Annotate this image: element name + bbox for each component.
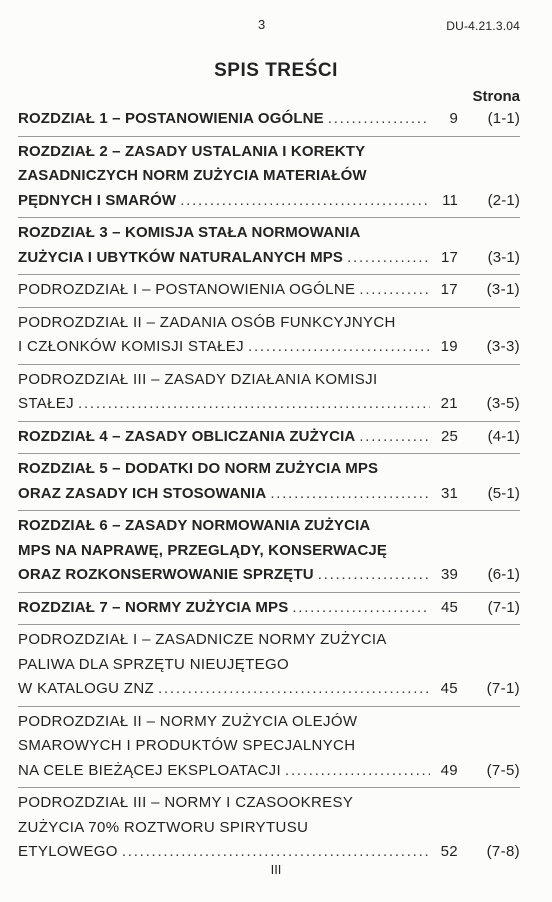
toc-entry-line <box>18 710 520 735</box>
toc-entry-line <box>18 392 520 417</box>
footer-page-label: III <box>270 862 282 877</box>
toc-entry-text: I CZŁONKÓW KOMISJI STAŁEJ <box>18 338 245 355</box>
dot-leader <box>118 840 430 865</box>
toc-entry-ref: (7-1) <box>487 598 520 616</box>
toc-entry-text: PODROZDZIAŁ I – POSTANOWIENIA OGÓLNE <box>18 281 356 298</box>
toc-entry-line <box>18 140 520 165</box>
page-column-header: Strona <box>472 88 520 105</box>
toc-entry-text: NA CELE BIEŻĄCEJ EKSPLOATACJI <box>18 761 282 779</box>
toc-entry-page: 52 <box>440 843 458 860</box>
dot-leader <box>314 563 430 588</box>
toc-entry-text: ROZDZIAŁ 7 – NORMY ZUŻYCIA MPS <box>18 598 289 616</box>
toc-entry-text: ROZDZIAŁ 6 – ZASADY NORMOWANIA ZUŻYCIA <box>18 517 371 534</box>
toc-entry-text: ROZDZIAŁ 5 – DODATKI DO NORM ZUŻYCIA MPS <box>18 460 379 477</box>
dot-leader <box>281 759 430 784</box>
table-of-contents <box>18 104 520 869</box>
toc-entry-text: ZASADNICZYCH NORM ZUŻYCIA MATERIAŁÓW <box>18 167 367 184</box>
toc-entry[interactable] <box>18 453 520 510</box>
toc-entry-line <box>18 816 520 841</box>
toc-entry-text: W KATALOGU ZNZ <box>18 680 155 697</box>
toc-entry-text: ROZDZIAŁ 1 – POSTANOWIENIA OGÓLNE <box>18 110 324 127</box>
toc-entry-ref: (6-1) <box>487 566 520 583</box>
dot-leader <box>176 189 430 214</box>
toc-entry[interactable] <box>18 624 520 706</box>
toc-entry-page: 39 <box>441 566 458 583</box>
toc-entry-page: 45 <box>440 680 458 697</box>
toc-entry-line <box>18 482 520 507</box>
toc-entry-ref: (4-1) <box>487 427 520 445</box>
toc-entry-line <box>18 514 520 539</box>
toc-entry[interactable] <box>18 136 520 218</box>
toc-entry-ref: (2-1) <box>487 191 520 209</box>
toc-entry-text: PĘDNYCH I SMARÓW <box>18 191 177 209</box>
toc-entry-line <box>18 759 520 784</box>
toc-entry-ref: (5-1) <box>487 484 520 502</box>
toc-entry-ref: (7-8) <box>486 843 520 860</box>
toc-entry[interactable] <box>18 274 520 307</box>
toc-entry-page: 17 <box>440 281 458 298</box>
toc-entry-page: 45 <box>441 598 458 616</box>
toc-entry-text: PODROZDZIAŁ III – NORMY I CZASOOKRESY <box>18 794 354 811</box>
toc-entry-text: PALIWA DLA SPRZĘTU NIEUJĘTEGO <box>18 655 290 673</box>
toc-entry-line <box>18 425 520 450</box>
toc-entry-ref: (3-1) <box>486 281 520 298</box>
toc-entry-line <box>18 677 520 702</box>
toc-entry-line <box>18 246 520 271</box>
toc-entry-text: ROZDZIAŁ 4 – ZASADY OBLICZANIA ZUŻYCIA <box>18 427 356 445</box>
toc-entry-text: PODROZDZIAŁ II – ZADANIA OSÓB FUNKCYJNYCH <box>18 313 396 331</box>
toc-entry-line <box>18 278 520 303</box>
toc-entry-page: 25 <box>441 427 458 445</box>
toc-entry-page: 49 <box>440 761 458 779</box>
toc-entry[interactable] <box>18 364 520 421</box>
toc-entry-line <box>18 368 520 393</box>
toc-entry-ref: (3-5) <box>486 395 520 412</box>
toc-entry-ref: (3-3) <box>486 338 520 355</box>
dot-leader <box>244 335 430 360</box>
toc-entry-page: 17 <box>441 248 458 266</box>
toc-entry[interactable] <box>18 510 520 592</box>
toc-entry-text: PODROZDZIAŁ I – ZASADNICZE NORMY ZUŻYCIA <box>18 631 387 648</box>
toc-entry-line <box>18 164 520 189</box>
toc-entry-line <box>18 457 520 482</box>
toc-entry-text: ORAZ ROZKONSERWOWANIE SPRZĘTU <box>18 566 314 583</box>
toc-entry[interactable] <box>18 787 520 869</box>
header-document-code: DU-4.21.3.04 <box>446 19 520 33</box>
toc-entry-text: ETYLOWEGO <box>18 843 118 860</box>
toc-entry-ref: (7-1) <box>486 680 520 697</box>
toc-entry-page: 31 <box>441 484 458 502</box>
toc-entry[interactable] <box>18 706 520 788</box>
toc-entry[interactable] <box>18 104 520 136</box>
toc-entry-line <box>18 563 520 588</box>
toc-entry-ref: (1-1) <box>487 110 520 127</box>
toc-entry-text: MPS NA NAPRAWĘ, PRZEGLĄDY, KONSERWACJĘ <box>18 541 388 559</box>
dot-leader <box>266 482 430 507</box>
toc-entry[interactable] <box>18 307 520 364</box>
toc-entry-ref: (3-1) <box>487 248 520 266</box>
toc-entry-ref: (7-5) <box>486 761 520 779</box>
toc-entry-page: 21 <box>440 395 458 412</box>
toc-entry[interactable] <box>18 217 520 274</box>
toc-entry-text: ZUŻYCIA I UBYTKÓW NATURALANYCH MPS <box>18 248 344 266</box>
toc-entry-text: SMAROWYCH I PRODUKTÓW SPECJALNYCH <box>18 737 356 754</box>
toc-entry-text: ZUŻYCIA 70% ROZTWORU SPIRYTUSU <box>18 818 309 836</box>
toc-entry-line <box>18 628 520 653</box>
dot-leader <box>355 278 430 303</box>
toc-title: SPIS TREŚCI <box>214 60 338 81</box>
toc-entry-line <box>18 335 520 360</box>
toc-entry-page: 19 <box>440 338 458 355</box>
toc-entry[interactable] <box>18 421 520 454</box>
toc-entry-line <box>18 653 520 678</box>
dot-leader <box>74 392 430 417</box>
dot-leader <box>154 677 430 702</box>
toc-entry-line <box>18 221 520 246</box>
toc-entry-text: ROZDZIAŁ 2 – ZASADY USTALANIA I KOREKTY <box>18 142 366 160</box>
toc-entry-page: 11 <box>442 191 458 209</box>
dot-leader <box>324 107 430 132</box>
toc-entry-text: PODROZDZIAŁ II – NORMY ZUŻYCIA OLEJÓW <box>18 712 358 730</box>
toc-entry-line <box>18 791 520 816</box>
toc-entry-line <box>18 596 520 621</box>
toc-entry-text: ROZDZIAŁ 3 – KOMISJA STAŁA NORMOWANIA <box>18 224 361 241</box>
toc-entry-line <box>18 539 520 564</box>
toc-entry-line <box>18 107 520 132</box>
toc-entry[interactable] <box>18 592 520 625</box>
toc-entry-line <box>18 734 520 759</box>
dot-leader <box>355 425 430 450</box>
toc-entry-text: STAŁEJ <box>18 395 75 412</box>
toc-entry-text: ORAZ ZASADY ICH STOSOWANIA <box>18 484 267 502</box>
dot-leader <box>288 596 430 621</box>
dot-leader <box>343 246 430 271</box>
toc-entry-line <box>18 311 520 336</box>
header-page-number: 3 <box>258 17 266 32</box>
toc-entry-line <box>18 189 520 214</box>
toc-entry-line <box>18 840 520 865</box>
toc-entry-text: PODROZDZIAŁ III – ZASADY DZIAŁANIA KOMISJI <box>18 370 378 388</box>
toc-entry-page: 9 <box>449 110 458 127</box>
